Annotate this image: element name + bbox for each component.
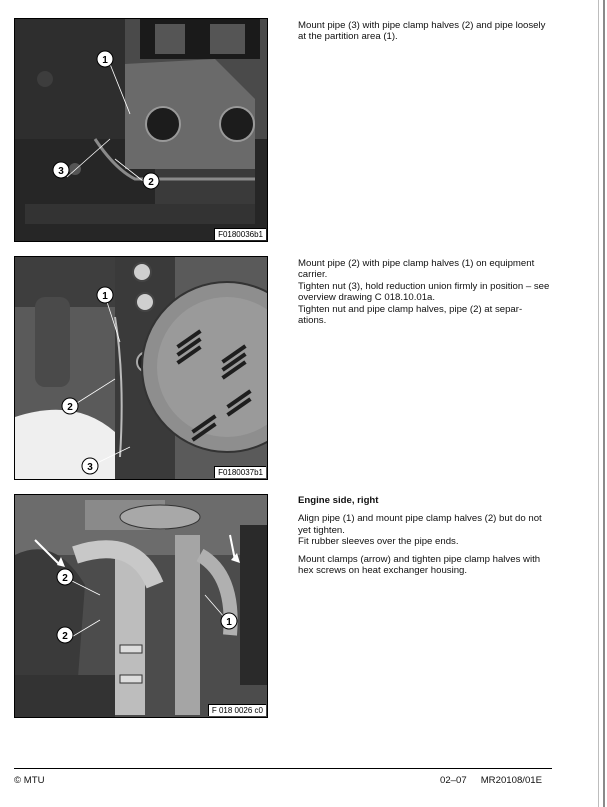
instruction-paragraph: Mount pipe (2) with pipe clamp halves (1) on equipment carrier. xyxy=(298,258,535,281)
engine-photo-2 xyxy=(14,256,268,480)
footer-copyright: © MTU xyxy=(14,775,45,786)
instruction-paragraph: Align pipe (1) and mount pipe clamp halves (2) but do not yet tighten. xyxy=(298,513,542,536)
footer-divider xyxy=(14,768,552,769)
instruction-paragraph: Tighten nut and pipe clamp halves, pipe (2) at separ-ations. xyxy=(298,303,523,327)
page-edge-rule xyxy=(598,0,599,807)
step-1-text xyxy=(298,20,550,43)
figure-code: F0180036b1 xyxy=(214,228,266,240)
instruction-paragraph: Mount clamps (arrow) and tighten pipe clamp halves with hex screws on heat exchanger housing. xyxy=(298,553,541,577)
instruction-paragraph: Mount pipe (3) with pipe clamp halves (2) and pipe loosely at the partition area (1). xyxy=(298,20,546,43)
figure-code: F 018 0026 c0 xyxy=(208,704,266,716)
callout-1: 1 xyxy=(102,55,108,66)
callout-3: 3 xyxy=(58,166,64,177)
section-heading: Engine side, right xyxy=(298,495,379,506)
engine-photo-3 xyxy=(14,494,268,718)
callout-2: 2 xyxy=(148,177,154,188)
page-number: 02–07 xyxy=(440,775,467,786)
step-2-text xyxy=(298,258,550,326)
callout-1: 1 xyxy=(102,291,108,302)
callout-2: 2 xyxy=(62,573,68,584)
footer-page-info xyxy=(440,775,542,786)
callout-3: 3 xyxy=(87,462,93,473)
figure-code: F0180037b1 xyxy=(214,466,266,478)
instruction-paragraph: Fit rubber sleeves over the pipe ends. xyxy=(298,536,459,548)
document-id: MR20108/01E xyxy=(480,775,543,786)
engine-photo-1 xyxy=(14,18,268,242)
callout-1: 1 xyxy=(226,617,232,628)
instruction-paragraph: Tighten nut (3), hold reduction union firmly in position – see overview drawing C 018.10.01a. xyxy=(298,280,550,304)
page-edge-shadow xyxy=(603,0,605,807)
callout-2: 2 xyxy=(67,402,73,413)
callout-2: 2 xyxy=(62,631,68,642)
step-3-text xyxy=(298,495,550,576)
